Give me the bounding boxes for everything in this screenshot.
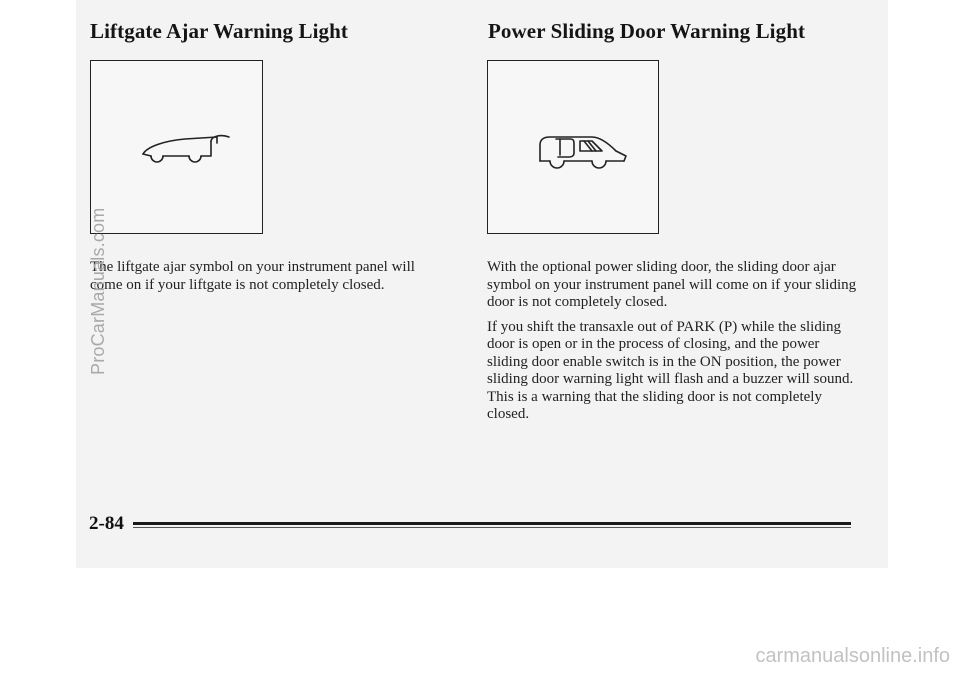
sliding-door-icon-frame (487, 60, 659, 234)
footer-rule (133, 522, 851, 525)
liftgate-icon-frame (90, 60, 263, 234)
sliding-door-ajar-icon (488, 61, 658, 231)
side-watermark: ProCarManuals.com (88, 207, 108, 375)
page-number: 2-84 (89, 513, 124, 534)
liftgate-paragraph: The liftgate ajar symbol on your instrument panel will come on if your liftgate is not completely closed. (90, 259, 415, 293)
footer-rule-thin (133, 527, 851, 528)
sliding-door-heading: Power Sliding Door Warning Light (488, 19, 806, 43)
liftgate-ajar-icon (91, 61, 261, 231)
liftgate-heading: Liftgate Ajar Warning Light (90, 19, 349, 43)
liftgate-description (90, 259, 450, 301)
bottom-watermark: carmanualsonline.info (755, 645, 950, 667)
sliding-door-paragraph-1: With the optional power sliding door, the sliding door ajar symbol on your instrument panel will come on if your sliding door is not completely closed. (487, 259, 857, 310)
sliding-door-paragraph-2: If you shift the transaxle out of PARK (P) while the sliding door is open or in the process of closing, and the power sliding door enable switch is in the ON position, the power sliding door warning light will flash and a buzzer will sound. This is a warning that the sliding door is not completely closed. (487, 318, 854, 422)
sliding-door-description (487, 259, 857, 431)
